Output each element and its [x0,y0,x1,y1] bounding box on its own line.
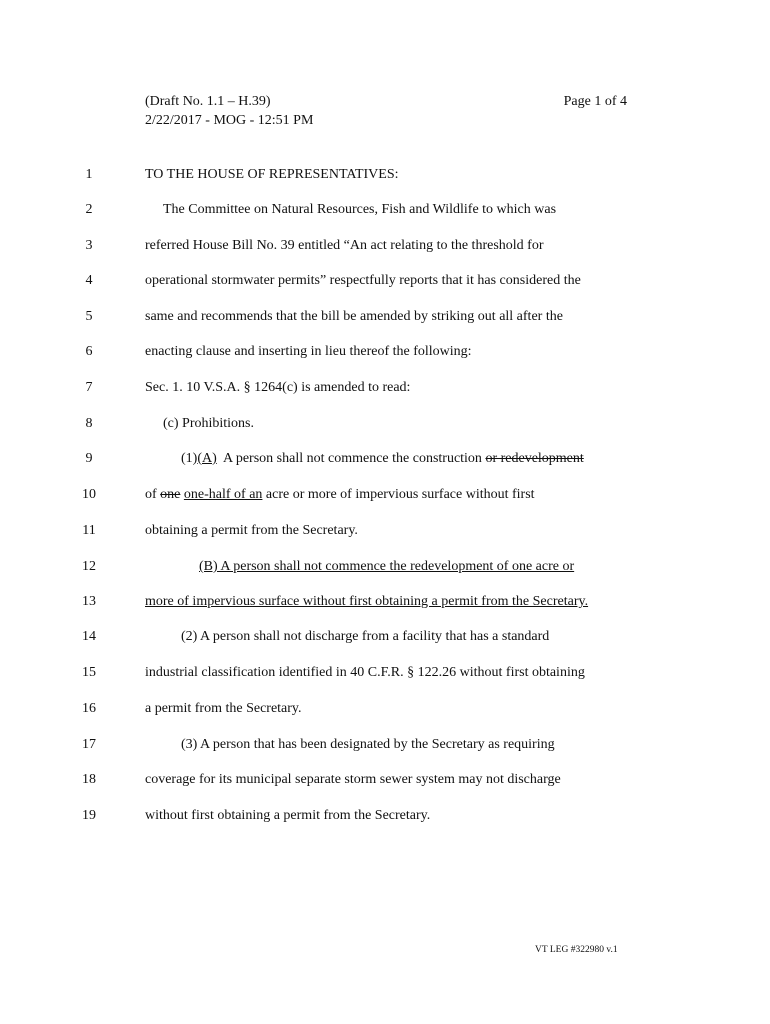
line-text: (c) Prohibitions. [163,416,254,431]
document-footer: VT LEG #322980 v.1 [535,945,618,955]
struck-text: one [160,487,181,502]
draft-date: 2/22/2017 - MOG - 12:51 PM [145,113,314,128]
page-number: Page 1 of 4 [563,94,627,109]
struck-text: or redevelopment [485,451,584,466]
inserted-text: (A) [197,451,217,466]
line-text: (3) A person that has been designated by the Secretary as requiring [181,737,555,752]
line-text: referred House Bill No. 39 entitled “An act relating to the threshold for [145,238,544,253]
line-text: industrial classification identified in 40 C.F.R. § 122.26 without first obtaining [145,665,585,680]
line-number: 14 [82,629,96,644]
line-text-segment: A person shall not commence the construction [216,451,486,466]
line-text: TO THE HOUSE OF REPRESENTATIVES: [145,167,399,182]
line-text: coverage for its municipal separate storm sewer system may not discharge [145,772,561,787]
line-number: 3 [85,238,93,253]
line-text [181,450,584,468]
line-number: 8 [85,416,93,431]
draft-label: (Draft No. 1.1 – H.39) [145,94,271,109]
line-number: 12 [82,559,96,574]
line-text: operational stormwater permits” respectfully reports that it has considered the [145,273,581,288]
line-number: 18 [82,772,96,787]
line-number: 15 [82,665,96,680]
line-number: 17 [82,737,96,752]
line-number: 16 [82,701,96,716]
line-number: 1 [85,167,93,182]
line-number: 10 [82,487,96,502]
line-text: without first obtaining a permit from the Secretary. [145,808,431,823]
inserted-text: one-half of an [183,487,263,502]
line-text-segment: of [145,487,161,502]
line-number: 4 [85,273,93,288]
line-number: 7 [85,380,93,395]
line-text: enacting clause and inserting in lieu thereof the following: [145,344,472,359]
line-number: 9 [85,451,93,466]
line-number: 5 [85,309,93,324]
line-text: same and recommends that the bill be amended by striking out all after the [145,309,563,324]
line-text: a permit from the Secretary. [145,701,302,716]
inserted-text: (B) A person shall not commence the redevelopment of one acre or [199,559,575,574]
line-text [145,486,535,504]
line-text-segment: (1) [181,451,198,466]
line-number: 13 [82,594,96,609]
line-text: Sec. 1. 10 V.S.A. § 1264(c) is amended to read: [145,380,411,395]
inserted-text: more of impervious surface without first obtaining a permit from the Secretary. [145,594,589,609]
line-number: 6 [85,344,93,359]
line-number: 11 [82,523,96,538]
line-number: 2 [85,202,93,217]
line-number: 19 [82,808,96,823]
line-text-segment: acre or more of impervious surface without first [262,487,535,502]
line-text: The Committee on Natural Resources, Fish and Wildlife to which was [163,202,557,217]
line-text: (2) A person shall not discharge from a facility that has a standard [181,629,550,644]
line-text: obtaining a permit from the Secretary. [145,523,358,538]
